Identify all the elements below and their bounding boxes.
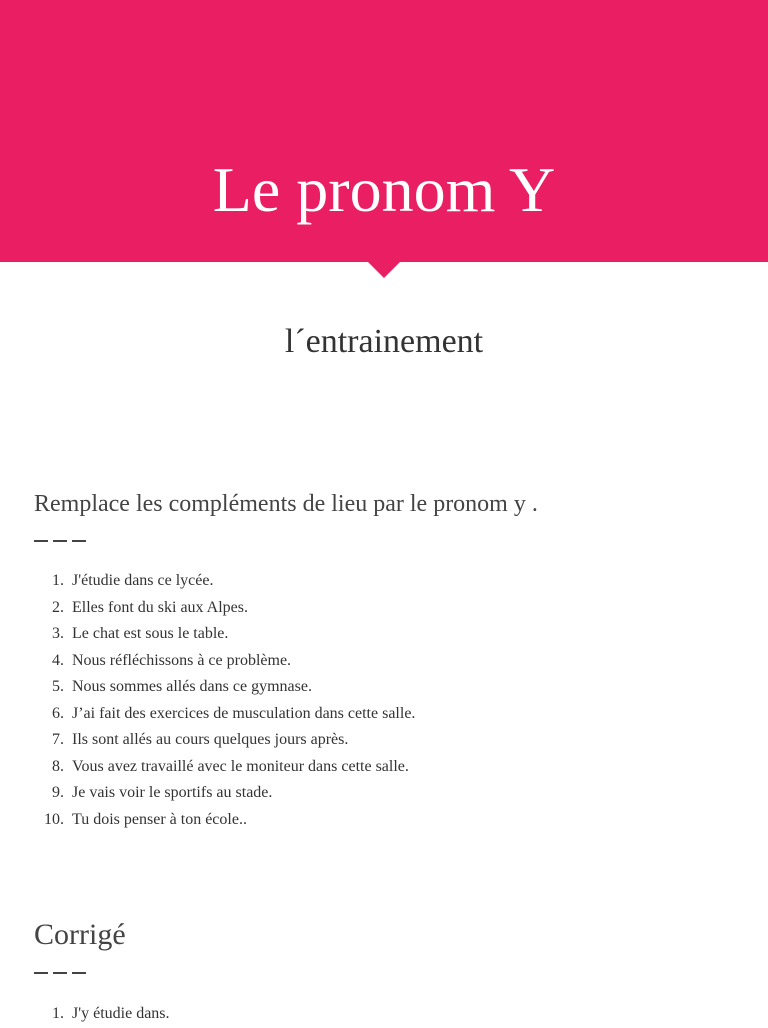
item-number: 7. (52, 731, 64, 748)
item-text: J’ai fait des exercices de musculation dans cette salle. (72, 704, 416, 722)
item-number: 5. (52, 678, 64, 695)
item-number: 4. (52, 651, 64, 669)
item-number: 10. (44, 810, 64, 828)
item-text: J'y étudie dans. (72, 1005, 170, 1022)
page-subtitle: l´entrainement (284, 323, 484, 360)
item-number: 6. (52, 704, 64, 722)
item-text: J'étudie dans ce lycée. (72, 572, 214, 589)
title-banner (0, 0, 768, 262)
answers-heading: Corrigé (34, 918, 126, 951)
item-number: 1. (52, 1005, 64, 1022)
item-text: Le chat est sous le table. (72, 625, 229, 642)
item-number: 1. (52, 572, 64, 589)
item-number: 8. (52, 757, 64, 775)
item-number: 9. (52, 784, 64, 801)
item-number: 3. (52, 625, 64, 642)
page-title: Le pronom Y (212, 154, 556, 225)
exercise-heading: Remplace les compléments de lieu par le pronom y . (34, 491, 538, 517)
item-number: 2. (52, 598, 64, 616)
item-text: Tu dois penser à ton école.. (72, 810, 247, 828)
item-text: Nous sommes allés dans ce gymnase. (72, 678, 312, 695)
section-divider (34, 540, 86, 542)
item-text: Elles font du ski aux Alpes. (72, 598, 248, 616)
item-text: Vous avez travaillé avec le moniteur dans cette salle. (72, 757, 409, 775)
item-text: Je vais voir le sportifs au stade. (72, 784, 273, 801)
item-text: Ils sont allés au cours quelques jours après. (72, 731, 349, 748)
banner-pointer (368, 262, 400, 278)
section-divider (34, 972, 86, 974)
item-text: Nous réfléchissons à ce problème. (72, 651, 292, 669)
